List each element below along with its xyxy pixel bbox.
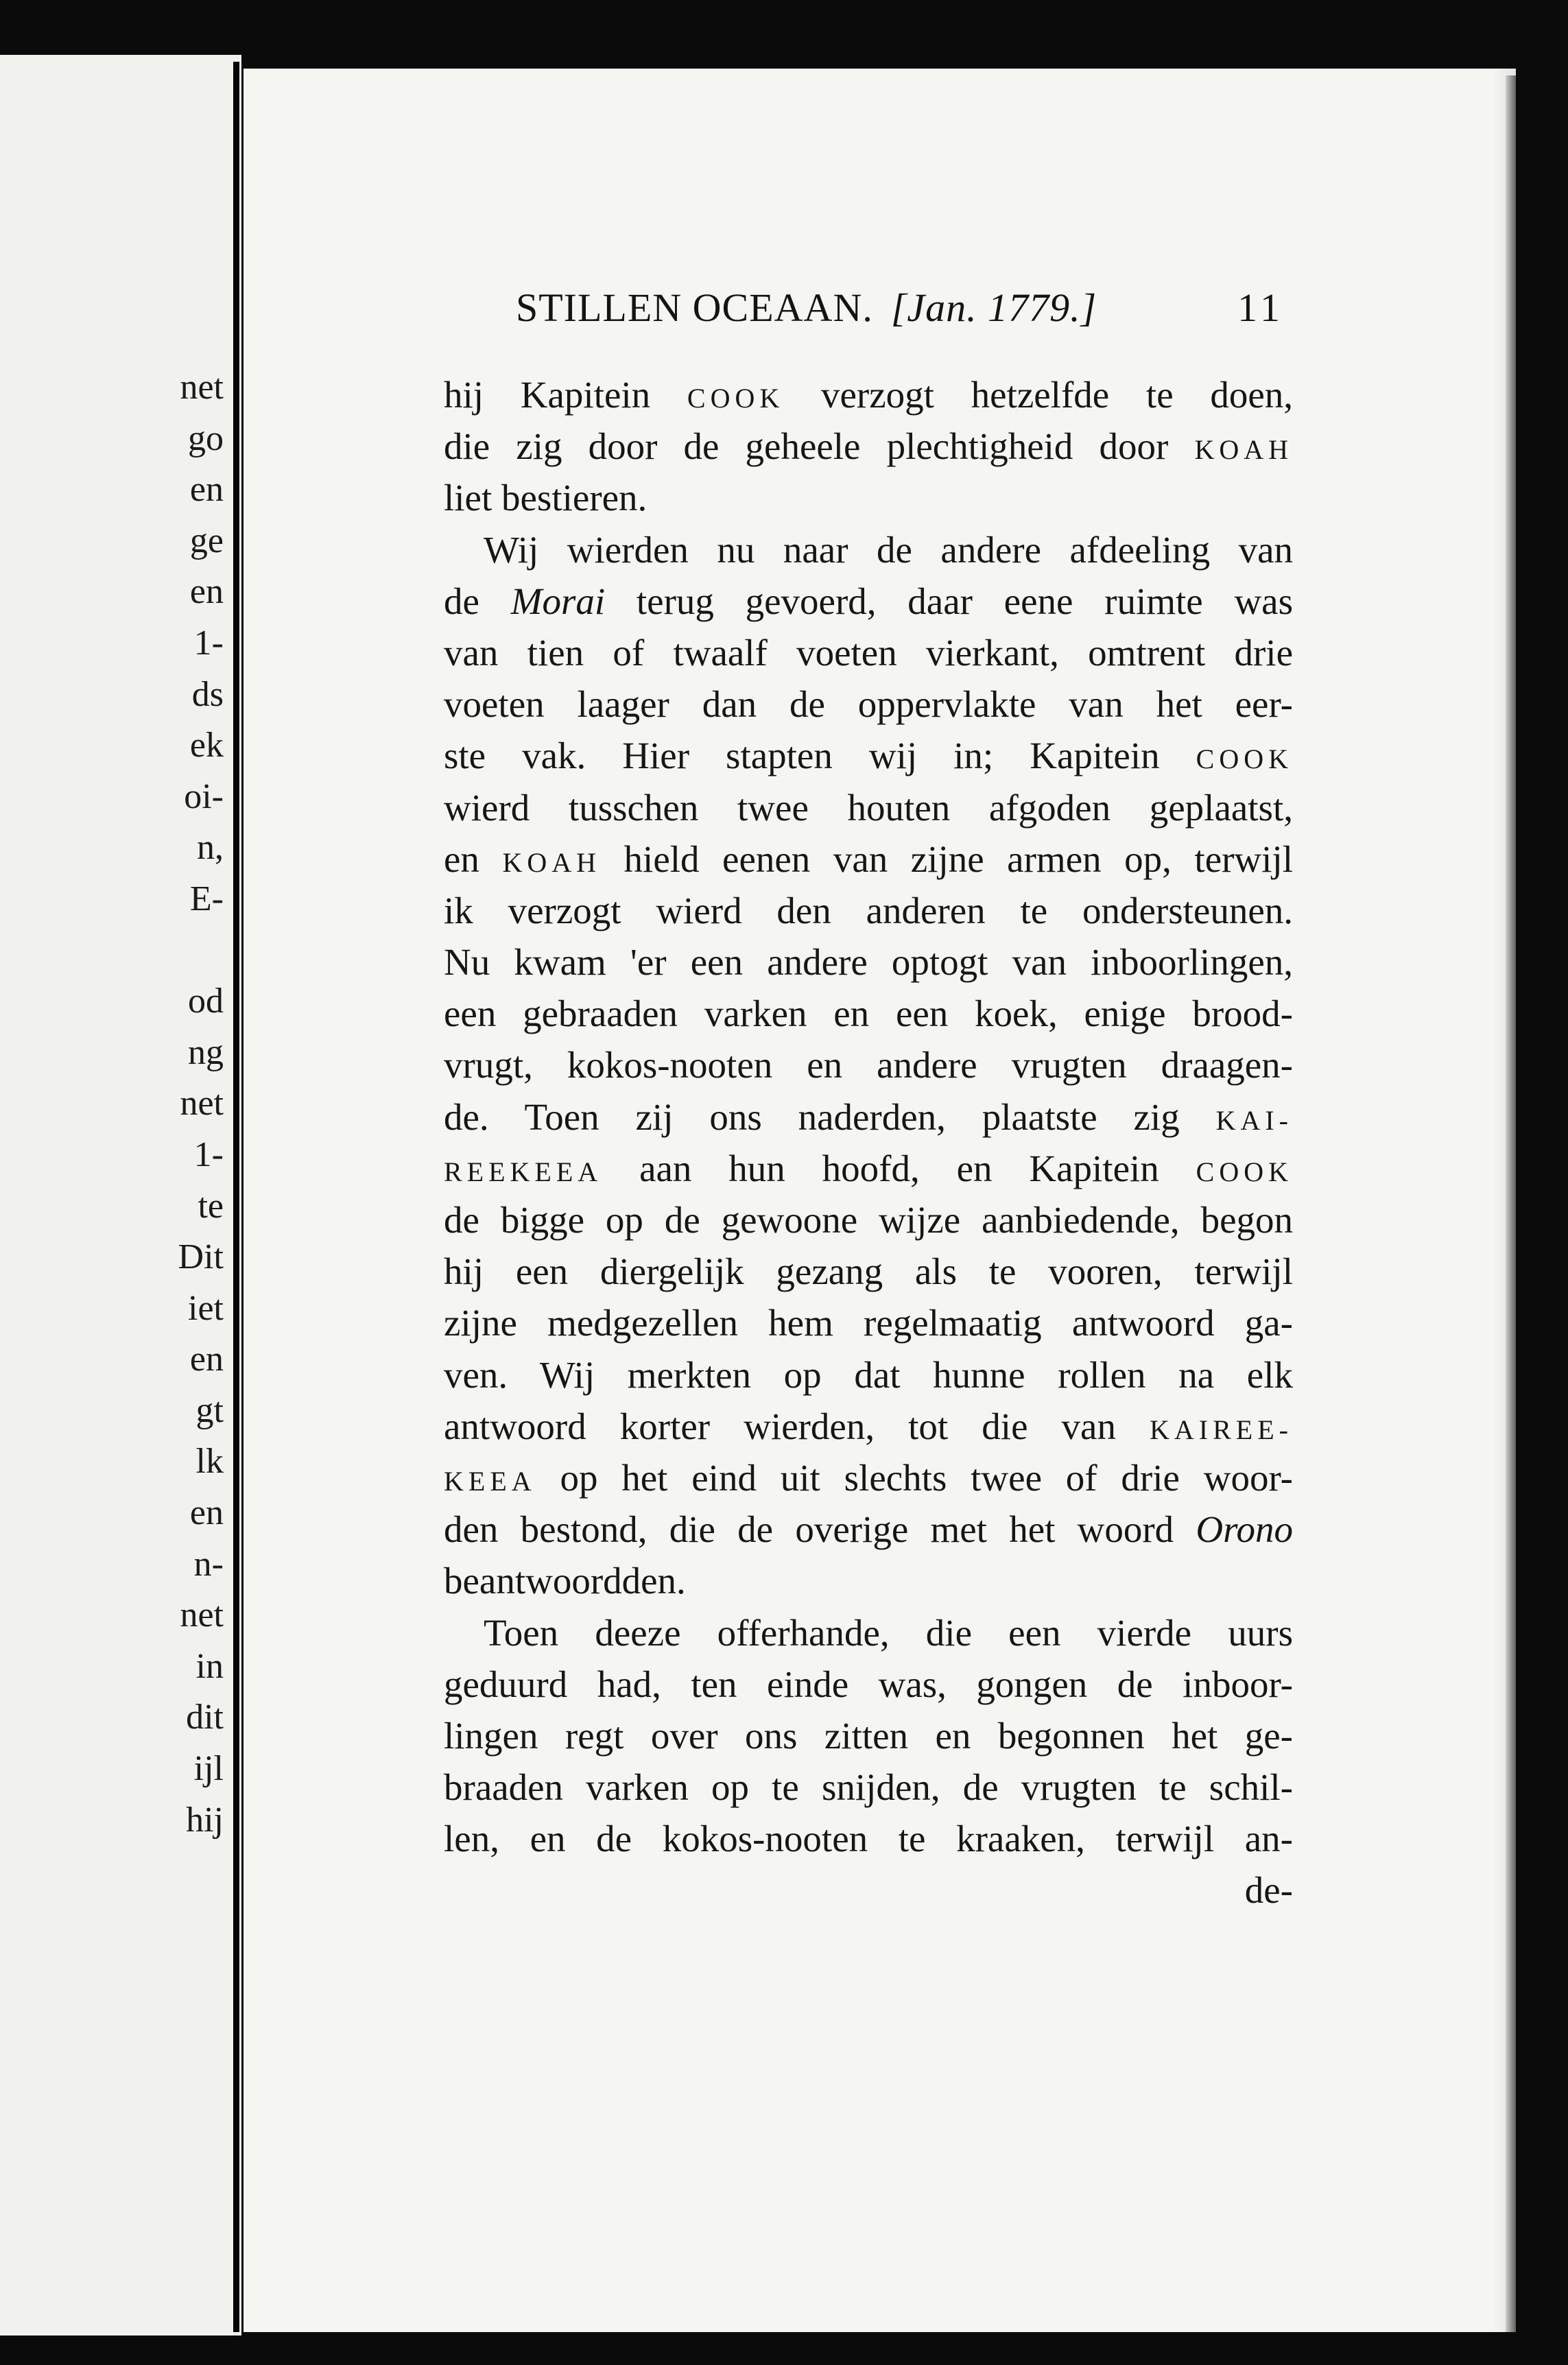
text-line: de bigge op de gewoone wijze aanbiedende, begon	[444, 1199, 1293, 1241]
facing-page-fragment: en	[189, 1493, 224, 1533]
facing-page-fragment: gt	[195, 1390, 224, 1430]
facing-page-fragment: 1-	[193, 623, 224, 663]
text-line: ste vak. Hier stapten wij in; Kapitein COOK	[444, 735, 1293, 777]
small-caps-name: KEEA	[444, 1465, 536, 1497]
scan-border-bottom	[0, 2336, 1568, 2365]
facing-page-fragment: lk	[195, 1442, 224, 1482]
text-line: hij Kapitein COOK verzogt hetzelfde te doen,	[444, 374, 1293, 416]
text-line: ik verzogt wierd den anderen te ondersteunen.	[444, 889, 1293, 931]
facing-page-fragment: od	[188, 982, 224, 1021]
text-line: de. Toen zij ons naderden, plaatste zig KAI-	[444, 1095, 1293, 1138]
italic-term: Orono	[1196, 1508, 1293, 1551]
running-head-date: [Jan. 1779.]	[890, 285, 1097, 330]
facing-page-fragment: en	[189, 470, 224, 510]
facing-page-fragment: ijl	[193, 1749, 224, 1789]
italic-term: Morai	[510, 580, 606, 622]
text-line: REEKEEA aan hun hoofd, en Kapitein COOK	[444, 1147, 1293, 1189]
text-line: Wij wierden nu naar de andere afdeeling van	[484, 528, 1293, 571]
text-line: ven. Wij merkten op dat hunne rollen na elk	[444, 1353, 1293, 1396]
facing-page-fragment: en	[189, 1340, 224, 1379]
text-line: zijne medgezellen hem regelmaatig antwoord ga-	[444, 1302, 1293, 1344]
facing-page-fragment: in	[195, 1646, 224, 1686]
facing-page-fragment: ge	[189, 521, 224, 560]
small-caps-name: KAIREE-	[1150, 1414, 1293, 1445]
facing-page-fragment: oi-	[184, 776, 224, 816]
text-line: die zig door de geheele plechtigheid door KOAH	[444, 425, 1293, 468]
text-line: vrugt, kokos-nooten en andere vrugten draagen-	[444, 1044, 1293, 1086]
facing-page-fragment: en	[189, 572, 224, 612]
facing-page-fragment: hij	[186, 1800, 224, 1840]
text-line: wierd tusschen twee houten afgoden geplaatst,	[444, 786, 1293, 829]
text-line: liet bestieren.	[444, 477, 648, 519]
facing-page-fragment: ek	[189, 726, 224, 765]
text-line: een gebraaden varken en een koek, enige brood-	[444, 993, 1293, 1035]
text-line: Nu kwam 'er een andere optogt van inboorlingen,	[444, 941, 1293, 984]
text-line: geduurd had, ten einde was, gongen de inboor-	[444, 1663, 1293, 1705]
text-line: beantwoordden.	[444, 1560, 686, 1602]
facing-page-line-fragments	[178, 362, 224, 1846]
body-text	[444, 369, 1293, 1916]
facing-page-fragment: net	[180, 1084, 224, 1124]
facing-page-fragment: 1-	[193, 1134, 224, 1174]
text-line: lingen regt over ons zitten en begonnen het ge-	[444, 1714, 1293, 1757]
text-line: braaden varken op te snijden, de vrugten te schil-	[444, 1766, 1293, 1809]
text-line: antwoord korter wierden, tot die van KAIREE-	[444, 1405, 1293, 1447]
small-caps-name: KOAH	[1194, 434, 1293, 466]
text-line: van tien of twaalf voeten vierkant, omtrent drie	[444, 631, 1293, 674]
small-caps-name: COOK	[1196, 1156, 1293, 1187]
text-line: den bestond, die de overige met het woord Orono	[444, 1508, 1293, 1551]
small-caps-name: COOK	[687, 383, 785, 414]
running-head-title: STILLEN OCEAAN.	[516, 285, 873, 330]
facing-page-fragment: ds	[191, 674, 224, 714]
facing-page-fragment: net	[180, 1595, 224, 1635]
facing-page-fragment: net	[180, 368, 224, 407]
text-line: KEEA op het eind uit slechts twee of drie woor-	[444, 1456, 1293, 1499]
small-caps-name: KOAH	[502, 846, 601, 878]
facing-page-fragment: dit	[186, 1698, 224, 1737]
page-number: 11	[1237, 285, 1284, 330]
facing-page-fragment: go	[188, 418, 224, 458]
facing-page-fragment	[178, 925, 224, 977]
facing-page-left	[0, 55, 241, 2336]
text-line: len, en de kokos-nooten te kraaken, terwijl an-	[444, 1818, 1293, 1860]
small-caps-name: REEKEEA	[444, 1156, 603, 1187]
facing-page-fragment: n,	[197, 828, 224, 868]
catchword: de-	[1244, 1869, 1293, 1912]
text-line: hij een diergelijk gezang als te vooren, terwijl	[444, 1250, 1293, 1293]
text-line: en KOAH hield eenen van zijne armen op, terwijl	[444, 837, 1293, 880]
page-gutter	[233, 62, 239, 2332]
scan-border-right	[1516, 69, 1568, 2332]
text-line: voeten laager dan de oppervlakte van het eer-	[444, 683, 1293, 726]
facing-page-fragment: ng	[188, 1032, 224, 1072]
facing-page-fragment: n-	[193, 1544, 224, 1584]
small-caps-name: KAI-	[1215, 1104, 1293, 1136]
text-line: Toen deeze offerhande, die een vierde uurs	[484, 1611, 1293, 1654]
small-caps-name: COOK	[1196, 744, 1293, 775]
facing-page-fragment: Dit	[178, 1237, 224, 1277]
facing-page-fragment: E-	[189, 879, 224, 918]
facing-page-fragment: iet	[188, 1288, 224, 1328]
facing-page-fragment: te	[198, 1186, 224, 1226]
running-head	[516, 285, 1284, 340]
text-line: de Morai terug gevoerd, daar eene ruimte was	[444, 580, 1293, 622]
